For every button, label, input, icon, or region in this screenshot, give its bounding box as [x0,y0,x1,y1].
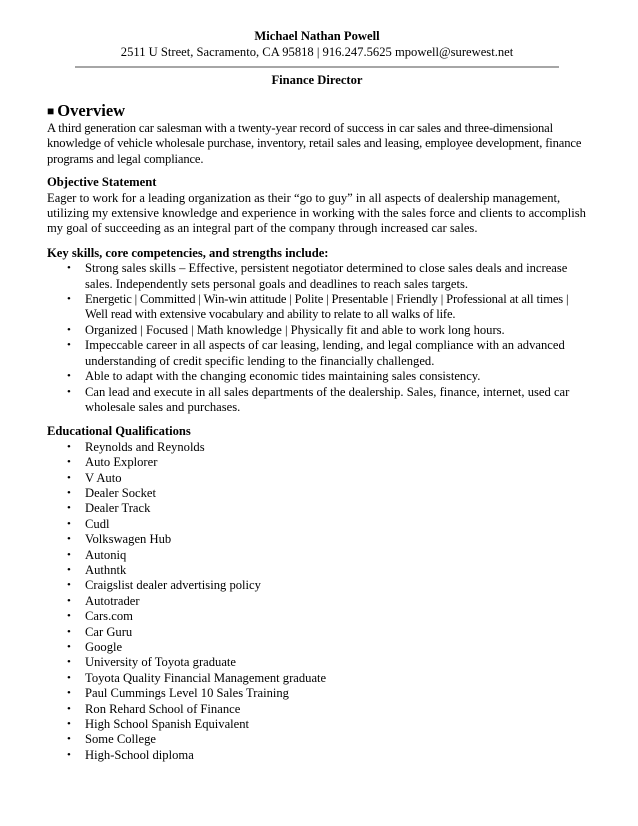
education-text: Ron Rehard School of Finance [85,701,241,716]
list-item [67,593,587,609]
list-item [67,455,587,470]
education-text: V Auto [85,470,122,485]
list-item [67,516,587,532]
list-item [67,439,587,455]
list-item [67,547,587,563]
bullet-icon: • [67,671,71,684]
skill-text: Organized | Focused | Math knowledge | Physically fit and able to work long hours. [85,322,505,337]
education-text: Authntk [85,562,127,577]
bullet-icon: • [67,533,71,546]
contact-line: 2511 U Street, Sacramento, CA 95818 | 916.247.5625 mpowell@surewest.net [120,45,514,59]
skill-text: Able to adapt with the changing economic tides maintaining sales consistency. [85,369,481,384]
bullet-icon: • [67,733,71,746]
square-bullet-icon: ■ [47,104,55,118]
list-item [67,562,587,578]
list-item [67,732,587,747]
list-item [67,747,587,763]
bullet-icon: • [67,548,71,561]
overview-heading-text: Overview [57,101,126,120]
bullet-icon: • [67,594,71,607]
bullet-icon: • [67,370,71,383]
overview-text: A third generation car salesman with a twenty-year record of success in car sales and three-dimensional knowledge of vehicle wholesale purchase, inventory, retail sales and leasing, employee development, finance programs and legal compliance. [47,121,582,166]
skills-list [47,261,587,415]
bullet-icon: • [67,625,71,638]
bullet-icon: • [67,748,71,761]
bullet-icon: • [67,456,71,469]
list-item [67,501,587,516]
bullet-icon: • [67,471,71,484]
bullet-icon: • [67,323,71,336]
bullet-icon: • [67,718,71,731]
bullet-icon: • [67,517,71,530]
education-text: Dealer Track [85,501,151,516]
bullet-icon: • [67,486,71,499]
bullet-icon: • [67,262,71,275]
bullet-icon: • [67,339,71,352]
bullet-icon: • [67,702,71,715]
list-item [67,578,587,593]
education-title: Educational Qualifications [47,424,191,439]
list-item [67,261,587,292]
bullet-icon: • [67,385,71,398]
list-item [67,532,587,547]
list-item [67,485,587,501]
education-list [47,440,587,764]
education-text: Toyota Quality Financial Management graduate [85,670,327,685]
list-item [67,717,587,732]
resume-header [47,28,587,60]
objective-text: Eager to work for a leading organization as their “go to guy” in all aspects of dealership management, utilizing my extensive knowledge and experience in working with the sales force and clients to accomplish my goal of succeeding as an integral part of the company through increased car sales. [47,190,586,236]
bullet-icon: • [67,656,71,669]
list-item [67,338,587,369]
header-divider [75,66,559,68]
overview-heading [47,102,587,121]
list-item [67,624,587,640]
education-text: Craigslist dealer advertising policy [85,578,261,593]
skill-text: Impeccable career in all aspects of car leasing, lending, and legal compliance with an advanced understanding of credit specific lending to the financially challenged. [85,338,565,368]
education-text: Auto Explorer [85,455,158,470]
bullet-icon: • [67,687,71,700]
education-text: Paul Cummings Level 10 Sales Training [85,686,289,701]
list-item [67,686,587,701]
education-text: Car Guru [85,624,133,639]
skills-title: Key skills, core competencies, and strengths include: [47,245,329,260]
bullet-icon: • [67,641,71,653]
bullet-icon: • [67,293,71,306]
list-item [67,701,587,717]
bullet-icon: • [67,563,71,576]
education-text: High School Spanish Equivalent [85,717,250,732]
bullet-icon: • [67,579,71,592]
education-text: Google [85,640,123,654]
education-text: Cudl [85,516,110,531]
candidate-name: Michael Nathan Powell [254,29,380,43]
education-text: Dealer Socket [85,485,156,500]
education-text: Autoniq [85,547,127,562]
education-text: University of Toyota graduate [85,655,237,670]
list-item [67,322,587,338]
education-text: Some College [85,732,157,747]
skill-text: Strong sales skills – Effective, persistent negotiator determined to close sales deals and increase sales. Independently sets personal goals and deadlines to reach sales targets. [85,261,568,291]
education-text: High-School diploma [85,747,194,762]
list-item [67,609,587,624]
list-item [67,369,587,384]
skill-text: Energetic | Committed | Win-win attitude | Polite | Presentable | Friendly | Professional at all times | Well read with extensive vocabulary and ability to relate to all walks of life. [85,292,569,322]
bullet-icon: • [67,440,71,453]
job-title: Finance Director [271,73,363,87]
education-text: Volkswagen Hub [85,532,172,547]
education-text: Reynolds and Reynolds [85,439,205,454]
list-item [67,670,587,686]
list-item [67,655,587,670]
list-item [67,640,587,655]
list-item [67,470,587,486]
bullet-icon: • [67,502,71,515]
list-item [67,292,587,323]
education-text: Autotrader [85,593,140,608]
objective-title: Objective Statement [47,175,157,190]
bullet-icon: • [67,610,71,623]
list-item [67,384,587,416]
education-text: Cars.com [85,609,133,624]
skill-text: Can lead and execute in all sales departments of the dealership. Sales, finance, internet, used car wholesale sales and purchases. [85,384,570,414]
resume-page [47,28,587,763]
